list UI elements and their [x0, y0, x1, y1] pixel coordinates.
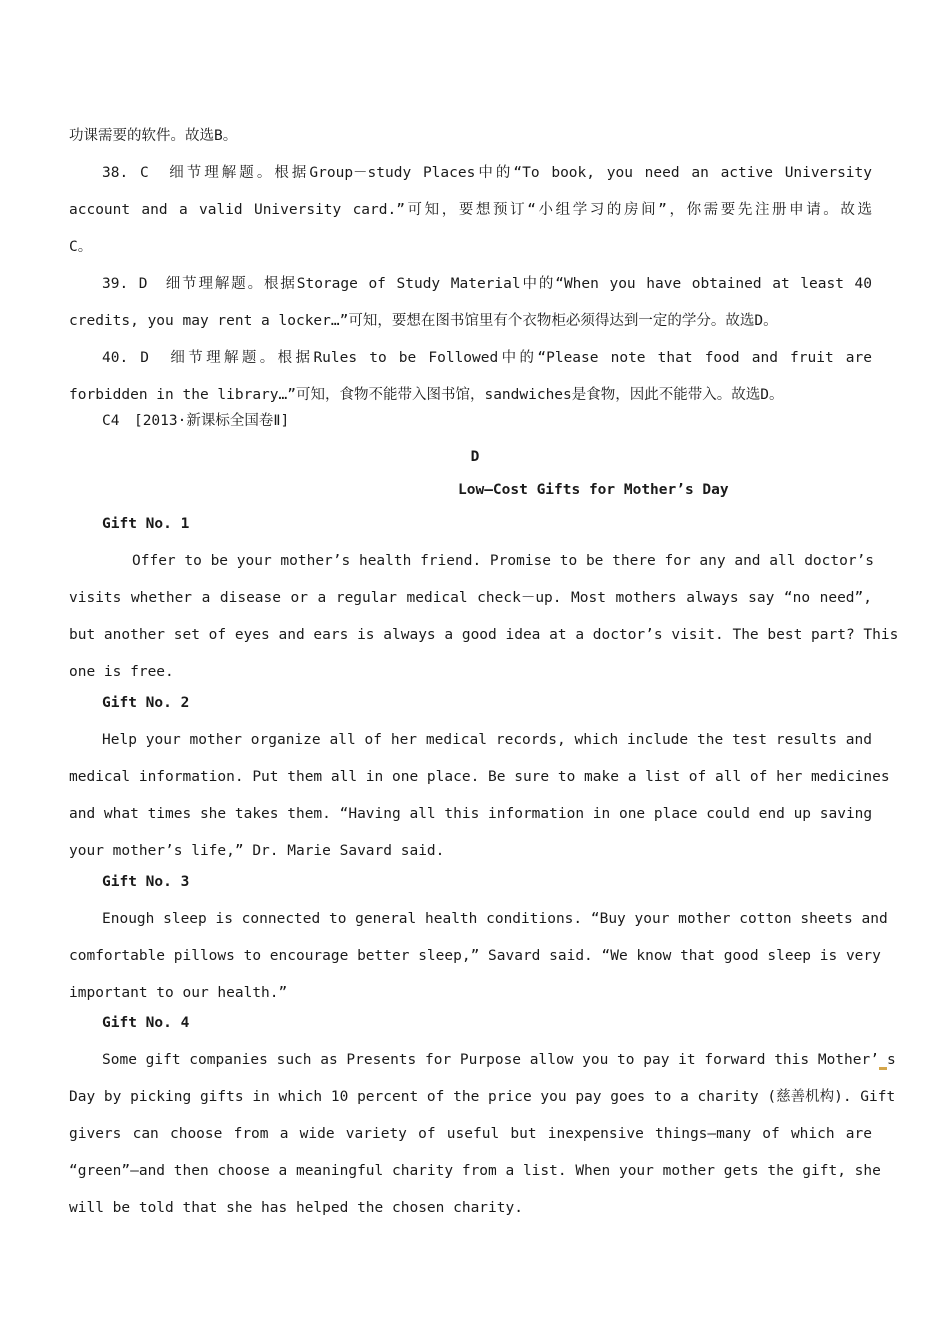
gift-2-line-4: your mother’s life,” Dr. Marie Savard said. [69, 843, 445, 859]
gift-2-line-2: medical information. Put them all in one place. Be sure to make a list of all of her medicines [69, 769, 890, 785]
passage-letter: D [470, 449, 480, 465]
answer-39-line-1: 39. D 细节理解题。根据Storage of Study Material中的“When you have obtained at least 40 [102, 276, 872, 292]
gift-4-line-1-tail: s [886, 1052, 896, 1068]
gift-3-section [69, 864, 888, 1012]
answer-line: 功课需要的软件。故选B。 [69, 128, 238, 144]
source-label: C4 [2013·新课标全国卷Ⅱ] [102, 413, 290, 429]
gift-4-section [69, 1005, 896, 1227]
section-source [69, 403, 872, 440]
answer-explanations [69, 118, 872, 414]
gift-4-heading: Gift No. 4 [102, 1015, 190, 1031]
gift-1-line-1: Offer to be your mother’s health friend. Promise to be there for any and all doctor’s [132, 553, 875, 569]
gift-1-heading: Gift No. 1 [102, 516, 190, 532]
gift-2-line-1: Help your mother organize all of her medical records, which include the test results and [102, 732, 872, 748]
answer-38-line-1: 38. C 细节理解题。根据Group－study Places中的“To book, you need an active University [102, 165, 872, 181]
gift-3-line-3: important to our health.” [69, 985, 288, 1001]
answer-39-line-2: credits, you may rent a locker…”可知，要想在图书馆里有个衣物柜必须得达到一定的学分。故选D。 [69, 313, 778, 329]
gift-2-line-3: and what times she takes them. “Having all this information in one place could end up saving [69, 806, 873, 822]
answer-38-line-2: account and a valid University card.”可知，要想预订“小组学习的房间”，你需要先注册申请。故选 [69, 202, 872, 218]
gift-3-line-2: comfortable pillows to encourage better sleep,” Savard said. “We know that good sleep is very [69, 948, 881, 964]
gift-2-section [69, 685, 890, 870]
gift-2-heading: Gift No. 2 [102, 695, 190, 711]
gift-4-line-1-text: Some gift companies such as Presents for Purpose allow you to pay it forward this Mother’ [102, 1052, 879, 1068]
gift-4-line-5: will be told that she has helped the chosen charity. [69, 1200, 523, 1216]
gift-1-line-3: but another set of eyes and ears is always a good idea at a doctor’s visit. The best part? This [69, 627, 899, 643]
text-cursor-mark [879, 1067, 887, 1070]
gift-3-line-1: Enough sleep is connected to general health conditions. “Buy your mother cotton sheets and [102, 911, 888, 927]
gift-4-line-1 [69, 1042, 896, 1079]
gift-1-line-4: one is free. [69, 664, 174, 680]
gift-4-line-2: Day by picking gifts in which 10 percent of the price you pay goes to a charity (慈善机构). Gift [69, 1089, 896, 1105]
answer-40-line-1: 40. D 细节理解题。根据Rules to be Followed中的“Please note that food and fruit are [102, 350, 872, 366]
answer-40-line-2: forbidden in the library…”可知，食物不能带入图书馆，sandwiches是食物，因此不能带入。故选D。 [69, 387, 784, 403]
gift-3-heading: Gift No. 3 [102, 874, 190, 890]
gift-4-line-4: “green”—and then choose a meaningful charity from a list. When your mother gets the gift, she [69, 1163, 881, 1179]
passage-title: Low—Cost Gifts for Mother’s Day [458, 482, 729, 498]
gift-1-line-2: visits whether a disease or a regular medical check－up. Most mothers always say “no need”, [69, 590, 872, 606]
answer-38-line-3: C。 [69, 239, 93, 255]
gift-1-section [69, 506, 899, 691]
gift-4-line-3: givers can choose from a wide variety of useful but inexpensive things—many of which are [69, 1126, 872, 1142]
